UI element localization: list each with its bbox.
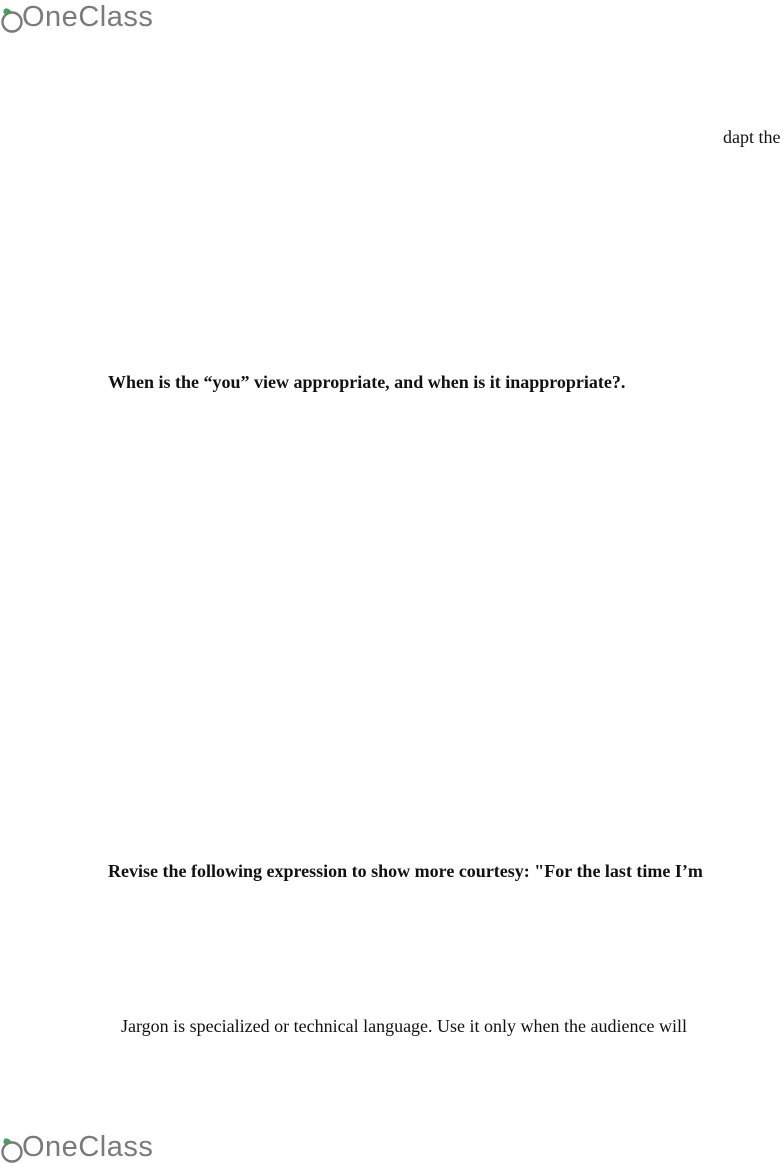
oneclass-logo-bottom[interactable] — [0, 1130, 153, 1164]
logo-wordmark: OneClass — [22, 0, 154, 33]
apple-leaf-icon — [0, 3, 24, 31]
logo-wordmark: OneClass — [22, 1130, 154, 1163]
answer-paragraph: Jargon is specialized or technical language. Use it only when the audience will — [121, 1016, 687, 1036]
text-fragment: dapt the — [723, 127, 781, 147]
question-heading: When is the “you” view appropriate, and when is it inappropriate?. — [108, 372, 626, 392]
question-heading: Revise the following expression to show more courtesy: "For the last time I’m — [108, 861, 703, 881]
apple-leaf-icon — [0, 1133, 24, 1161]
oneclass-logo-top[interactable] — [0, 0, 153, 34]
